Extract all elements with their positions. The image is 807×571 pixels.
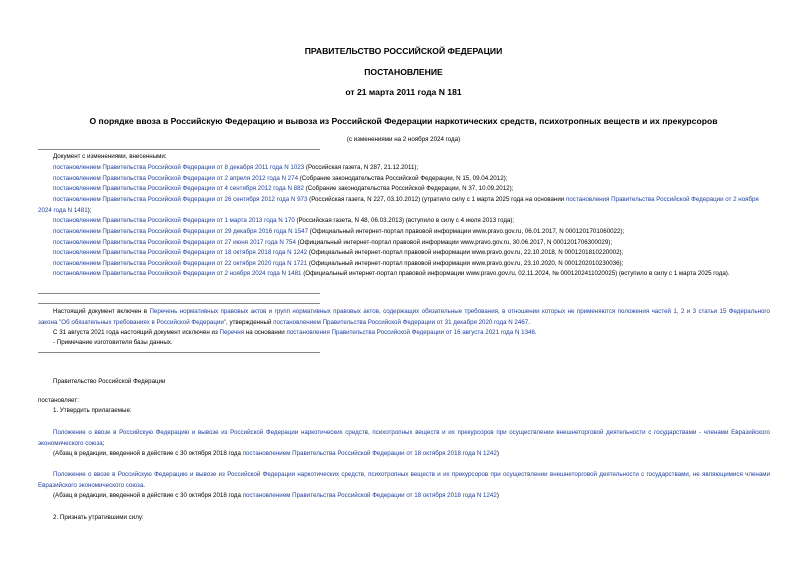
body-decides: постановляет:	[38, 397, 79, 404]
edition-note-2: (Абзац в редакции, введенной в действие с 30 октября 2018 года постановлением Правительства Российской Федерации от 18 октября 2018 года N 1242)	[53, 492, 499, 499]
amendment-link[interactable]: постановлением Правительства Российской Федерации от 2 ноября 2024 года N 1481	[53, 270, 302, 277]
doc-type-heading: ПОСТАНОВЛЕНИЕ	[364, 67, 443, 77]
body-government: Правительство Российской Федерации	[53, 378, 166, 385]
amendment-link[interactable]: постановлением Правительства Российской Федерации от 22 октября 2020 года N 1721	[53, 260, 308, 267]
amendment-item: постановлением Правительства Российской Федерации от 22 октября 2020 года N 1721 (Официальный интернет-портал правовой информации www.pravo.gov.ru, 23.10.2020, N 0001202010230036);	[53, 260, 624, 267]
clause-2: 2. Признать утратившими силу:	[53, 514, 144, 521]
amendment-link[interactable]: постановлением Правительства Российской Федерации от 4 сентября 2012 года N 882	[53, 185, 304, 192]
amendment-link[interactable]: постановлением Правительства Российской Федерации от 18 октября 2018 года N 1242	[53, 249, 308, 256]
separator	[38, 293, 320, 294]
amendment-item: постановлением Правительства Российской Федерации от 2 ноября 2024 года N 1481 (Официальный интернет-портал правовой информации www.pravo.gov.ru, 02.11.2024, № 0001202411020025) (вступило в силу с 1 марта 2025 года).	[53, 270, 730, 277]
list-link[interactable]: Перечня	[219, 329, 245, 336]
amendments-intro: Документ с изменениями, внесенными:	[53, 153, 167, 160]
amendment-link[interactable]: постановлением Правительства Российской Федерации от 26 сентября 2012 года N 973	[53, 196, 308, 203]
separator	[38, 303, 320, 304]
separator-top	[38, 149, 320, 150]
amendment-link[interactable]: постановлением Правительства Российской Федерации от 29 декабря 2016 года N 1547	[53, 228, 309, 235]
clause-1: 1. Утвердить прилагаемые:	[53, 407, 132, 414]
amendment-item: постановлением Правительства Российской Федерации от 8 декабря 2011 года N 1023 (Российская газета, N 287, 21.12.2011);	[53, 164, 419, 171]
date-number-heading: от 21 марта 2011 года N 181	[345, 87, 462, 97]
amendment-cancel-link[interactable]: постановления Правительства Российской Федерации от 2 ноября 2024 года N 1481	[38, 196, 759, 214]
amendment-item: постановлением Правительства Российской Федерации от 1 марта 2013 года N 170 (Российская газета, N 48, 06.03.2013) (вступило в силу с 4 июля 2013 года);	[53, 217, 515, 224]
amendment-item: постановлением Правительства Российской Федерации от 18 октября 2018 года N 1242 (Официальный интернет-портал правовой информации www.pravo.gov.ru, 22.10.2018, N 0001201810220002);	[53, 249, 624, 256]
amendment-item: постановлением Правительства Российской Федерации от 26 сентября 2012 года N 973 (Российская газета, N 227, 03.10.2012) (утратило силу с 1 марта 2025 года на основании постановления Правительства Российской Федерации от 2 ноября 2024 года N 1481);	[38, 196, 759, 214]
amendment-item: постановлением Правительства Российской Федерации от 4 сентября 2012 года N 882 (Собрание законодательства Российской Федерации, N 37, 10.09.2012);	[53, 185, 514, 192]
regulation-1: Положение о ввозе в Российскую Федерацию и вывозе из Российской Федерации наркотических средств, психотропных веществ и их прекурсоров при осуществлении внешнеторговой деятельности с государствами - членами Евразийского экономического союза;	[38, 429, 770, 447]
amendment-link[interactable]: постановлением Правительства Российской Федерации от 2 апреля 2012 года N 274	[53, 175, 299, 182]
government-heading: ПРАВИТЕЛЬСТВО РОССИЙСКОЙ ФЕДЕРАЦИИ	[304, 46, 503, 56]
amendment-link[interactable]: постановлением Правительства Российской Федерации от 8 декабря 2011 года N 1023	[53, 164, 305, 171]
amendment-item: постановлением Правительства Российской Федерации от 29 декабря 2016 года N 1547 (Официальный интернет-портал правовой информации www.pravo.gov.ru, 06.01.2017, N 0001201701060022);	[53, 228, 625, 235]
edition-note-1: (Абзац в редакции, введенной в действие с 30 октября 2018 года постановлением Правительства Российской Федерации от 18 октября 2018 года N 1242)	[53, 450, 499, 457]
resolution-1242-link[interactable]: постановлением Правительства Российской Федерации от 18 октября 2018 года N 1242	[242, 492, 497, 499]
inclusion-note: Настоящий документ включен в Перечень нормативных правовых актов и групп нормативных правовых актов, содержащих обязательные требования, в отношении которых не применяются положения частей 1, 2 и 3 статьи 15 Федерального закона "Об обязательных требованиях в Российской Федерации", утвержденный постановлением Правительства Российской Федерации от 31 декабря 2020 года N 2467.	[38, 308, 770, 326]
database-note: - Примечание изготовителя базы данных.	[53, 339, 173, 346]
resolution-1346-link[interactable]: постановления Правительства Российской Федерации от 16 августа 2021 года N 1346	[286, 329, 535, 336]
amendment-item: постановлением Правительства Российской Федерации от 27 июня 2017 года N 754 (Официальный интернет-портал правовой информации www.pravo.gov.ru, 30.06.2017, N 0001201706300029);	[53, 239, 613, 246]
amendment-link[interactable]: постановлением Правительства Российской Федерации от 27 июня 2017 года N 754	[53, 239, 296, 246]
separator-bottom	[38, 352, 320, 353]
regulation-1-link[interactable]: Положение о ввозе в Российскую Федерацию и вывозе из Российской Федерации наркотических средств, психотропных веществ и их прекурсоров при осуществлении внешнеторговой деятельности с государствами - членами Евразийского экономического союза	[38, 429, 770, 447]
requirements-list-link[interactable]: Перечень нормативных правовых актов и групп нормативных правовых актов, содержащих обязательные требования, в отношении которых не применяются положения частей 1, 2 и 3 статьи 15 Федерального закона "Об обязательных требованиях в Российской Федерации"	[38, 308, 770, 326]
amendment-link[interactable]: постановлением Правительства Российской Федерации от 1 марта 2013 года N 170	[53, 217, 295, 224]
amended-date: (с изменениями на 2 ноября 2024 года)	[346, 136, 461, 143]
amendment-item: постановлением Правительства Российской Федерации от 2 апреля 2012 года N 274 (Собрание законодательства Российской Федерации, N 15, 09.04.2012);	[53, 175, 508, 182]
exclusion-note: С 31 августа 2021 года настоящий документ исключен из Перечня на основании постановления Правительства Российской Федерации от 16 августа 2021 года N 1346.	[53, 329, 537, 336]
document-title: О порядке ввоза в Российскую Федерацию и вывоза из Российской Федерации наркотических средств, психотропных веществ и их прекурсоров	[89, 116, 718, 126]
resolution-1242-link[interactable]: постановлением Правительства Российской Федерации от 18 октября 2018 года N 1242	[242, 450, 497, 457]
regulation-2: Положение о ввозе в Российскую Федерацию и вывозе из Российской Федерации наркотических средств, психотропных веществ и их прекурсоров при осуществлении внешнеторговой деятельности с государствами, не являющимися членами Евразийского экономического союза.	[38, 471, 770, 489]
resolution-2467-link[interactable]: постановлением Правительства Российской Федерации от 31 декабря 2020 года N 2467	[273, 318, 529, 326]
regulation-2-link[interactable]: Положение о ввозе в Российскую Федерацию и вывозе из Российской Федерации наркотических средств, психотропных веществ и их прекурсоров при осуществлении внешнеторговой деятельности с государствами, не являющимися членами Евразийского экономического союза	[38, 471, 770, 489]
